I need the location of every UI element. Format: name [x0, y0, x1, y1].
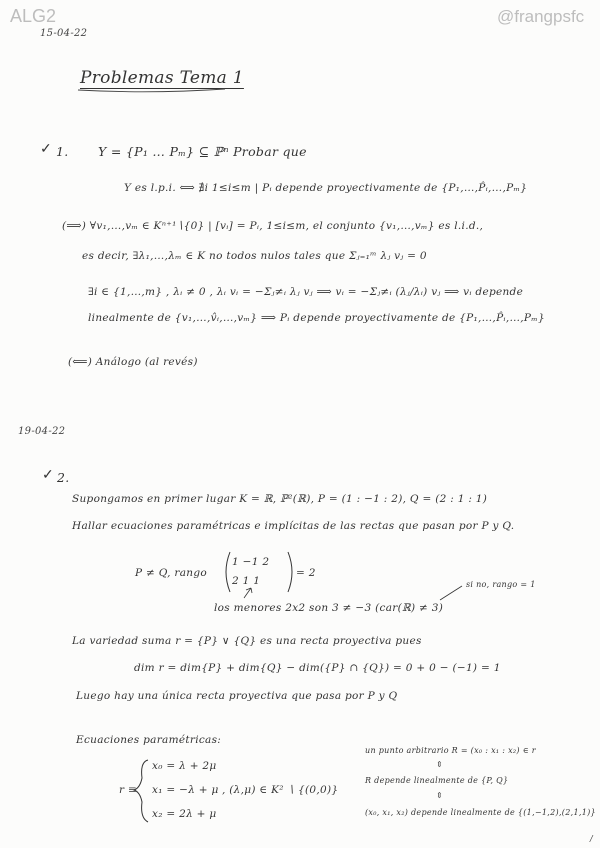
matrix-right-bracket: [288, 552, 292, 592]
p2-minor-note: los menores 2x2 son 3 ≠ −3 (car(ℝ) ≠ 3): [214, 602, 444, 614]
param-eq-3: x₂ = 2λ + μ: [152, 808, 217, 820]
p1-forward-2: es decir, ∃λ₁,…,λₘ ∈ K no todos nulos tales que Σⱼ₌₁ᵐ λⱼ vⱼ = 0: [82, 250, 427, 262]
p2-rank-intro: P ≠ Q, rango: [135, 567, 207, 579]
p2-dimension: dim r = dim{P} + dim{Q} − dim({P} ∩ {Q}) = 0 + 0 − (−1) = 1: [134, 662, 501, 674]
p2-sum-variety: La variedad suma r = {P} ∨ {Q} es una recta proyectiva pues: [72, 635, 422, 647]
p1-number: 1.: [56, 144, 69, 159]
page-corner-mark: /: [590, 834, 593, 843]
checkmark-p1: ✓: [40, 141, 53, 157]
p2-rank-result: = 2: [296, 567, 316, 579]
param-label: r ≡: [119, 784, 138, 796]
p1-forward-3: ∃i ∈ {1,…,m} , λᵢ ≠ 0 , λᵢ vᵢ = −Σⱼ≠ᵢ λⱼ vⱼ ⟹ vᵢ = −Σⱼ≠ᵢ (λⱼ/λᵢ) vⱼ ⟹ vᵢ depende: [88, 286, 524, 298]
date-first: 15-04-22: [40, 28, 88, 39]
checkmark-p2: ✓: [42, 467, 55, 483]
header-mark-left: ALG2: [10, 6, 57, 26]
p2-setup: Supongamos en primer lugar K = ℝ, ℙ²(ℝ), P = (1 : −1 : 2), Q = (2 : 1 : 1): [72, 493, 488, 505]
matrix-row-2: 2 1 1: [232, 575, 261, 587]
equiv-arrow-1: ⇕: [436, 760, 444, 769]
minor-arrow: [244, 588, 252, 598]
param-brace: [134, 760, 148, 822]
side-note-2: R depende linealmente de {P, Q}: [365, 776, 509, 785]
side-note-3: (x₀, x₁, x₂) depende linealmente de {(1,−1,2),(2,1,1)}: [365, 808, 596, 817]
side-note-1: un punto arbitrario R = (x₀ : x₁ : x₂) ∈ r: [365, 746, 536, 755]
p2-task: Hallar ecuaciones paramétricas e implícitas de las rectas que pasan por P y Q.: [72, 520, 515, 532]
p1-forward-1: (⟹) ∀v₁,…,vₘ ∈ Kⁿ⁺¹∖{0} | [vᵢ] = Pᵢ, 1≤i≤m, el conjunto {v₁,…,vₘ} es l.i.d.,: [62, 220, 484, 232]
p2-number: 2.: [57, 470, 70, 485]
p2-aside-note: si no, rango = 1: [466, 580, 536, 589]
matrix-left-bracket: [226, 552, 230, 592]
p1-forward-4: linealmente de {v₁,…,v̂ᵢ,…,vₘ} ⟹ Pᵢ depende proyectivamente de {P₁,…,P̂ᵢ,…,Pₘ}: [88, 312, 546, 324]
p1-claim: Y es l.p.i. ⟺ ∄i 1≤i≤m | Pᵢ depende proyectivamente de {P₁,…,P̂ᵢ,…,Pₘ}: [124, 182, 528, 194]
p1-backward: (⟸) Análogo (al revés): [68, 356, 198, 368]
param-eq-2: x₁ = −λ + μ: [152, 784, 219, 796]
param-eq-1: x₀ = λ + 2μ: [152, 760, 217, 772]
title-underline: [78, 89, 225, 92]
matrix-row-1: 1 −1 2: [232, 556, 270, 568]
param-condition: , (λ,μ) ∈ K² ∖ {(0,0)}: [222, 784, 339, 796]
date-second: 19-04-22: [18, 426, 66, 437]
aside-arrow: [440, 586, 462, 600]
equiv-arrow-2: ⇕: [436, 791, 444, 800]
p1-statement: Y = {P₁ … Pₘ} ⊆ ℙⁿ Probar que: [98, 144, 307, 159]
p2-unique-line: Luego hay una única recta proyectiva que pasa por P y Q: [76, 690, 398, 702]
p2-param-title: Ecuaciones paramétricas:: [76, 734, 222, 746]
watermark: @frangpsfc: [497, 7, 585, 26]
page-title: Problemas Tema 1: [80, 68, 244, 88]
